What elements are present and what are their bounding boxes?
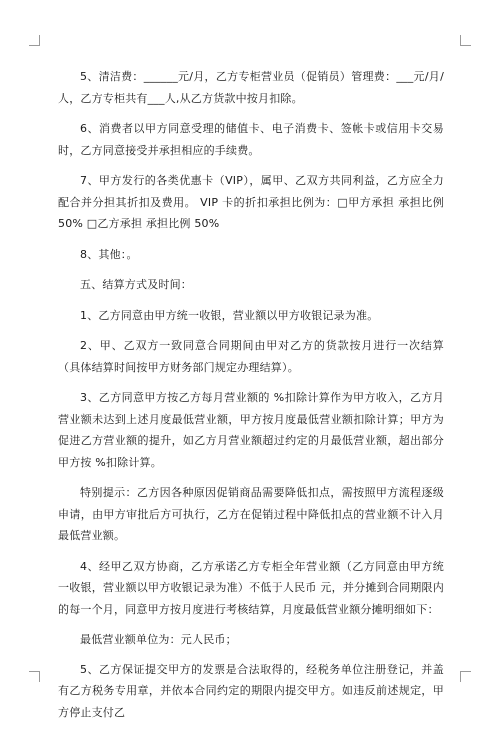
crop-mark-bottom-left — [29, 671, 40, 682]
paragraph-deduction-rate: 3、乙方同意甲方按乙方每月营业额的 %扣除计算作为甲方收入，乙方月营业额未达到上述月度最低营业额，甲方按月度最低营业额扣除计算；甲方为促进乙方营业额的提升，如乙方月营业额超过约定的月最低营业额，超出部分甲方按 %扣除计算。 — [58, 391, 444, 469]
paragraph-minimum-unit: 最低营业额单位为：元人民币； — [80, 633, 237, 646]
paragraph-special-notice: 特别提示：乙方因各种原因促销商品需要降低扣点，需按照甲方流程逐级申请，由甲方审批后方可执行，乙方在促销过程中降低扣点的营业额不计入月最低营业额。 — [58, 486, 444, 542]
paragraph-vip-card: 7、甲方发行的各类优惠卡（VIP），属甲、乙双方共同利益，乙方应全力配合并分担其折扣及费用。 VIP 卡的折扣承担比例为：□甲方承担 承担比例 50% □乙方承担 承担比例 50% — [58, 174, 444, 230]
paragraph-annual-commitment: 4、经甲乙双方协商，乙方承诺乙方专柜全年营业额（乙方同意由甲方统一收银，营业额以甲方收银记录为准）不低于人民币 元，并分摊到合同期限内的每一个月，同意甲方按月度进行考核结算，月度最低营业额分摊明细如下： — [58, 559, 444, 616]
paragraph-card-fees: 6、消费者以甲方同意受理的储值卡、电子消费卡、签帐卡或信用卡交易时，乙方同意接受并承担相应的手续费。 — [58, 122, 444, 157]
crop-mark-top-right — [460, 35, 471, 46]
paragraph-cleaning-fee: 5、清洁费：______元/月，乙方专柜营业员（促销员）管理费：___元/月/人，乙方专柜共有___人,从乙方货款中按月扣除。 — [58, 70, 444, 105]
section-heading-settlement: 五、结算方式及时间： — [80, 278, 192, 291]
document-body — [58, 66, 444, 732]
paragraph-monthly-settlement: 2、甲、乙双方一致同意合同期间由甲对乙方的货款按月进行一次结算（具体结算时间按甲方财务部门规定办理结算）。 — [58, 339, 444, 374]
paragraph-unified-cashier: 1、乙方同意由甲方统一收银，营业额以甲方收银记录为准。 — [80, 308, 379, 322]
paragraph-other: 8、其他：。 — [80, 247, 138, 261]
paragraph-invoice-guarantee: 5、乙方保证提交甲方的发票是合法取得的，经税务单位注册登记，并盖有乙方税务专用章，并依本合同约定的期限内提交甲方。如违反前述规定，甲方停止支付乙 — [58, 662, 444, 719]
crop-mark-top-left — [29, 35, 40, 46]
crop-mark-bottom-right — [460, 671, 471, 682]
